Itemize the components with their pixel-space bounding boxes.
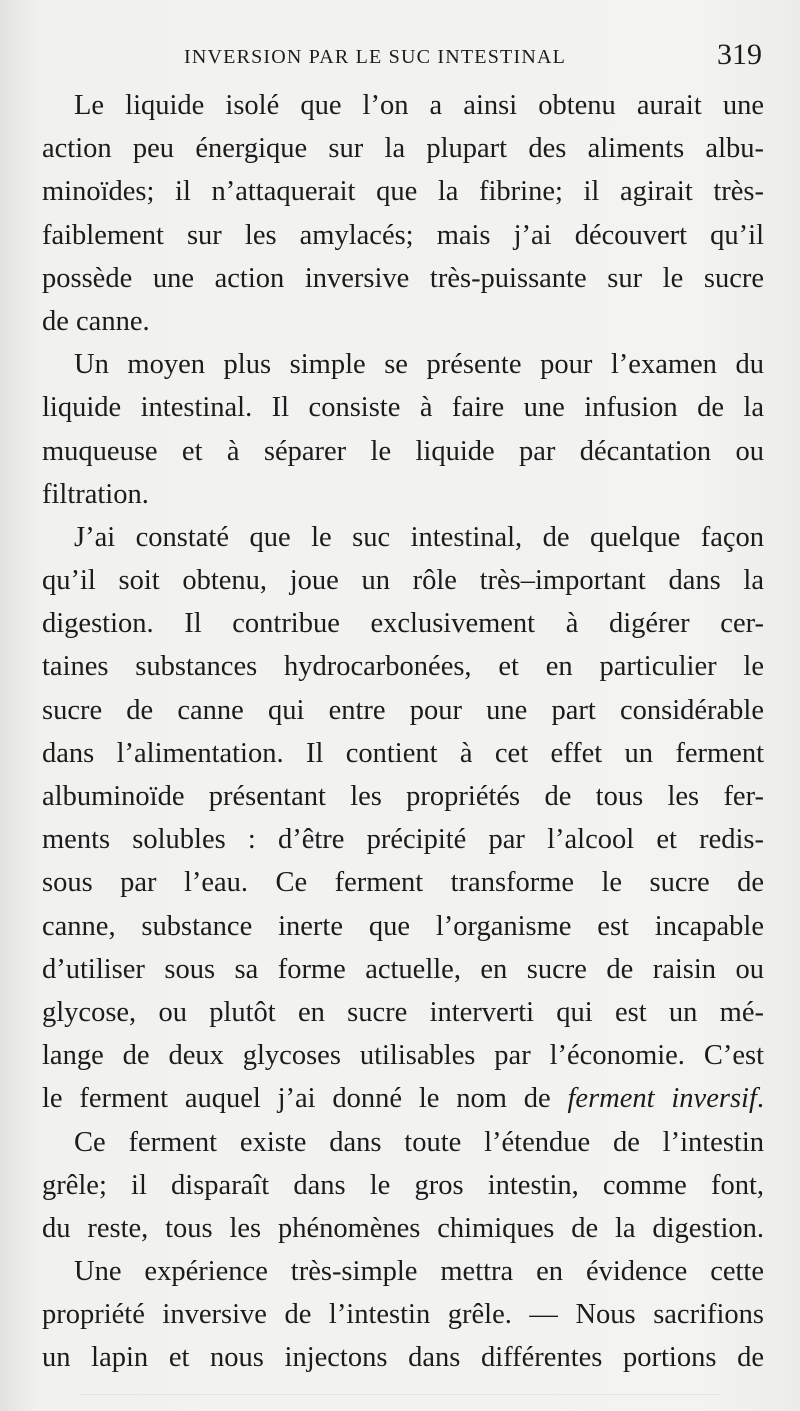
text-line-final	[42, 1077, 764, 1120]
running-title: INVERSION PAR LE SUC INTESTINAL	[184, 46, 567, 68]
text-line: J’ai constaté que le suc intestinal, de quelque façon	[74, 521, 764, 553]
text-line: glycose, ou plutôt en sucre interverti qui est un mé-	[42, 996, 764, 1028]
text-line: faiblement sur les amylacés; mais j’ai découvert qu’il	[42, 219, 764, 251]
text-line: propriété inversive de l’intestin grêle. — Nous sacrifions	[42, 1299, 764, 1331]
paragraph	[42, 343, 764, 516]
text-line: grêle; il disparaît dans le gros intestin, comme font,	[42, 1169, 764, 1201]
text-line: du reste, tous les phénomènes chimiques de la digestion.	[42, 1212, 764, 1244]
text-line: albuminoïde présentant les propriétés de tous les fer-	[42, 781, 764, 812]
final-line-suffix: .	[756, 1083, 764, 1115]
text-line: sous par l’eau. Ce ferment transforme le sucre de	[42, 867, 764, 899]
text-line: Une expérience très-simple mettra en évidence cette	[74, 1256, 764, 1288]
page-header	[42, 38, 764, 78]
text-line: un lapin et nous injectons dans différentes portions de	[42, 1342, 764, 1374]
page-footer-rule	[80, 1394, 720, 1405]
paragraph	[42, 1250, 764, 1380]
text-line: de canne.	[42, 305, 150, 337]
text-line: possède une action inversive très-puissante sur le sucre	[42, 262, 764, 294]
paragraph	[42, 1121, 764, 1251]
text-line: sucre de canne qui entre pour une part considérable	[42, 694, 764, 726]
page-number: 319	[717, 38, 762, 71]
text-line: minoïdes; il n’attaquerait que la fibrine; il agirait très-	[42, 176, 764, 208]
text-line: digestion. Il contribue exclusivement à digérer cer-	[42, 608, 764, 640]
text-line: dans l’alimentation. Il contient à cet effet un ferment	[42, 737, 764, 769]
text-line: d’utiliser sous sa forme actuelle, en sucre de raisin ou	[42, 953, 764, 985]
text-line: ments solubles : d’être précipité par l’alcool et redis-	[42, 824, 764, 856]
paragraph	[42, 84, 764, 343]
text-line: Ce ferment existe dans toute l’étendue de l’intestin	[74, 1126, 764, 1158]
text-line: Un moyen plus simple se présente pour l’examen du	[74, 349, 764, 381]
body-text	[42, 84, 764, 1380]
final-line-prefix: le ferment auquel j’ai donné le nom de	[42, 1083, 568, 1115]
text-line: taines substances hydrocarbonées, et en particulier le	[42, 651, 764, 683]
paragraph	[42, 516, 764, 1121]
text-line: canne, substance inerte que l’organisme est incapable	[42, 910, 764, 942]
text-line: qu’il soit obtenu, joue un rôle très–important dans la	[42, 565, 764, 597]
term-ferment-inversif: ferment inversif	[567, 1083, 757, 1115]
text-line: lange de deux glycoses utilisables par l’économie. C’est	[42, 1040, 764, 1072]
text-line: liquide intestinal. Il consiste à faire une infusion de la	[42, 392, 764, 424]
text-line: Le liquide isolé que l’on a ainsi obtenu aurait une	[74, 90, 764, 121]
text-line: action peu énergique sur la plupart des aliments albu-	[42, 133, 764, 165]
text-line: muqueuse et à séparer le liquide par décantation ou	[42, 435, 764, 467]
text-line: filtration.	[42, 478, 149, 510]
